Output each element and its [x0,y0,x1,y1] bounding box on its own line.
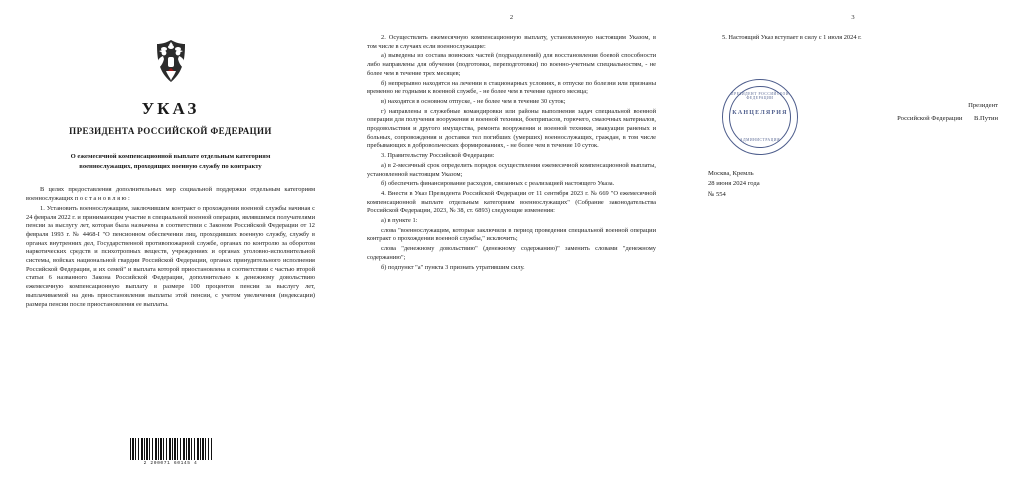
document-heading: О ежемесячной компенсационной выплате отдельным категориям военнослужащих, проходящих военную службу по контракту [70,153,271,171]
paragraph: 2. Осуществлять ежемесячную компенсационную выплату, установленную настоящим Указом, в том числе в случаях если военнослужащие: [367,34,656,50]
paragraph: 1. Установить военнослужащим, заключившим контракт о прохождении военной службы начиная с 24 февраля 2022 г. и принимающим участие в специальной военной операции, являвшимся получателями пенсии за выслугу лет, которая была назначена в соответствии с Законом Российской Федерации от 12 февраля 1993 г. № 4468-I "О пенсионном обеспечении лиц, проходивших военную службу, службу в органах внутренних дел, Государственной противопожарной службе, органах по контролю за оборотом наркотических средств и психотропных веществ, учреждениях и органах уголовно-исполнительной системы, войсках национальной гвардии Российской Федерации, органах принудительного исполнения Российской Федерации, и их семей" и выплата которой приостановлена в соответствии с частью второй статьи 6 названного Закона Российской Федерации, дополнительно к денежному довольствию ежемесячную компенсационную выплату в размере 100 процентов пенсии за выслугу лет, выплачиваемой на день приостановления выплаты этой пенсии, с учетом увеличения (индексации) размера пенсии после приостановления ее выплаты. [26,204,315,308]
paragraph: 5. Настоящий Указ вступает в силу с 1 июля 2024 г. [722,34,862,41]
paragraph: а) в 2-месячный срок определить порядок осуществления ежемесячной компенсационной выплаты, установленной настоящим Указом; [367,161,656,178]
page-3-number: 3 [851,14,855,21]
paragraph: г) направлены в служебные командировки или районы выполнения задач специальной военной операции для получения вооружения и военной техники, боеприпасов, горючего, смазочных материалов, продовольствия и другого имущества, ремонта вооружения и военной техники, эвакуации раненых и больных, сопровождения и доставки тел погибших (умерших) военнослужащих, граждан, в том числе пребывающих в добровольческих формированиях, - не более чем в течение 10 суток. [367,107,656,150]
paragraph: б) обеспечить финансирование расходов, связанных с реализацией настоящего Указа. [381,180,615,188]
paragraph: а) выведены из состава воинских частей (подразделений) для восстановления боевой способности либо направлены для обучения (подготовки, переподготовки) по военно-учетным специальностям, - не более чем в течение трех месяцев; [367,52,656,77]
russian-coat-of-arms-icon [150,38,192,84]
document-subtitle: ПРЕЗИДЕНТА РОССИЙСКОЙ ФЕДЕРАЦИИ [69,126,272,136]
document-page-1 [0,0,341,482]
seal-center-text: КАНЦЕЛЯРИЯ [732,109,788,116]
seal-arc-bottom: АДМИНИСТРАЦИЯ [739,137,781,142]
barcode-icon [130,438,212,460]
paragraph: 4. Внести в Указ Президента Российской Федерации от 11 сентября 2023 г. № 669 "О ежемесячной компенсационной выплате отдельным категориям военнослужащих" (Собрание законодательства Российской Федерации, 2023, № 38, ст. 6893) следующие изменения: [367,189,656,215]
official-seal-icon [722,79,798,155]
paragraph: б) подпункт "а" пункта 3 признать утратившим силу. [381,263,525,271]
signer-title-line-2: Российской Федерации [897,114,963,122]
document-page-3 [682,0,1024,482]
paragraph: слова "денежному довольствию" (денежному содержанию)" заменить словами "денежному содержанию"; [367,245,656,261]
paragraph: 3. Правительству Российской Федерации: [381,152,495,160]
imprint-place: Москва, Кремль [708,169,754,177]
signer-title-and-name [897,115,998,122]
paragraph: в) находятся в основном отпуске, - не более чем в течение 30 суток; [381,97,566,105]
document-imprint [708,169,998,201]
paragraph: а) в пункте 1: [381,217,418,225]
document-page-2 [341,0,682,482]
page-1-number [26,14,315,22]
barcode-digits: 2 200071 60145 4 [143,461,198,466]
signer-name: В.Путин [973,114,998,122]
page-2-number: 2 [509,14,514,21]
paragraph: В целях предоставления дополнительных мер социальной поддержки отдельным категориям военнослужащих п о с т а н о в л я ю : [26,186,315,203]
signature-block [708,87,998,147]
imprint-number: № 554 [708,191,726,199]
document-title: УКАЗ [141,99,200,118]
signer-title-line-1: Президент [968,101,998,109]
emblem-container [26,38,315,89]
paragraph: слова "военнослужащим, которые заключили в период проведения специальной военной операции контракт о прохождении военной службы," исключить; [367,226,656,243]
imprint-date: 28 июня 2024 года [708,180,760,188]
paragraph: б) непрерывно находятся на лечении в стационарных условиях, в отпуске по болезни или признаны временно не годными к военной службе, - не более чем в течение одного месяца; [367,79,656,96]
seal-arc-top: ПРЕЗИДЕНТ РОССИЙСКОЙ ФЕДЕРАЦИИ [730,91,790,100]
barcode-container [130,438,212,466]
